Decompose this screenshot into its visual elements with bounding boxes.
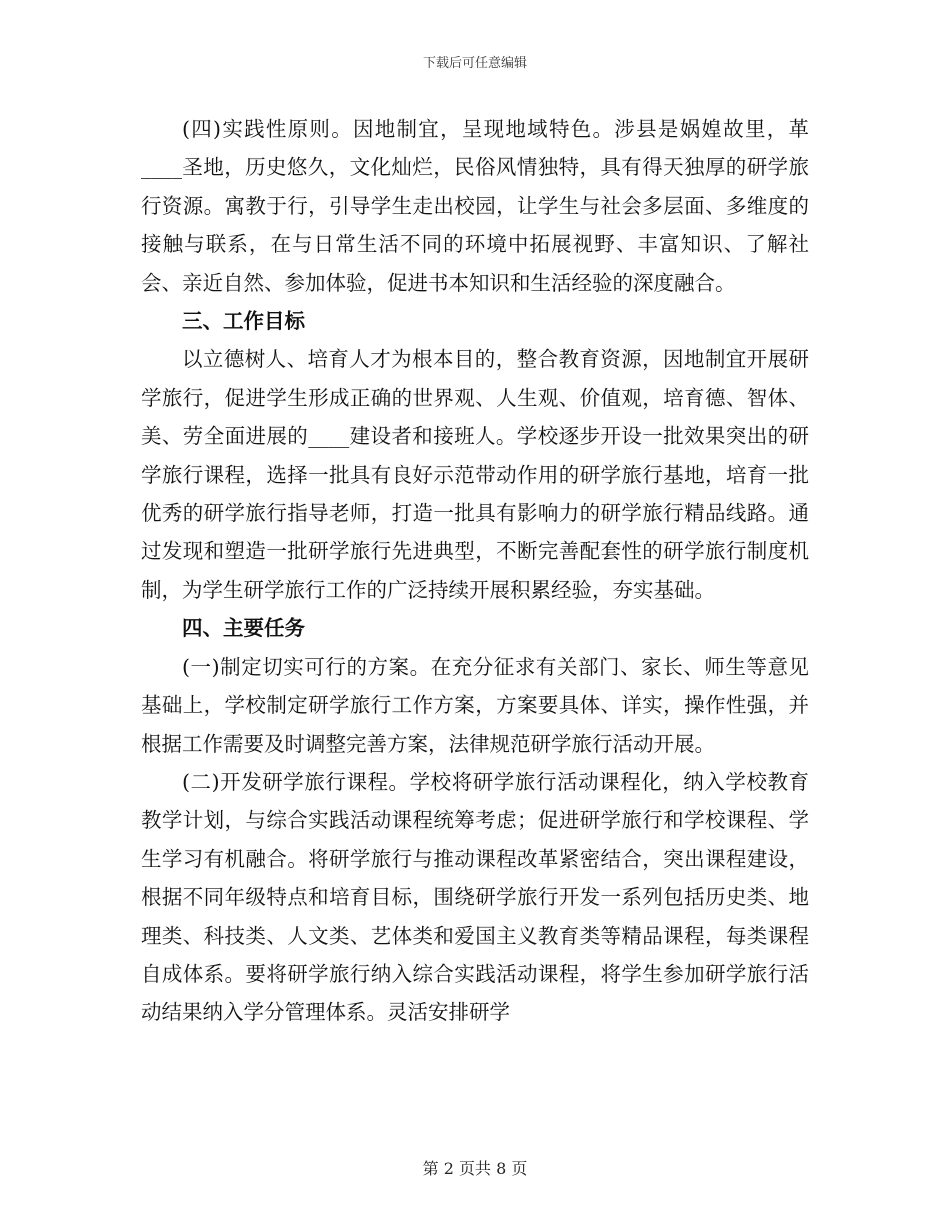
heading-main-tasks: 四、主要任务: [182, 616, 305, 641]
page-header: 下载后可任意编辑: [422, 56, 527, 71]
paragraph-task-plan: (一)制定切实可行的方案。在充分征求有关部门、家长、师生等意见基础上，学校制定研学旅行工作方案，方案要具体、详实，操作性强，并根据工作需要及时调整完善方案，法律规范研学旅行活动开展。: [141, 654, 809, 756]
paragraph-practice-principle: (四)实践性原则。因地制宜，呈现地域特色。涉县是娲媓故里，革____圣地，历史悠久，文化灿烂，民俗风情独特，具有得天独厚的研学旅行资源。寓教于行，引导学生走出校园，让学生与社会多层面、多维度的接触与联系，在与日常生活不同的环境中拓展视野、丰富知识、了解社会、亲近自然、参加体验，促进书本知识和生活经验的深度融合。: [141, 117, 809, 295]
page-number: 第 2 页共 8 页: [422, 1159, 528, 1178]
paragraph-work-goals: 以立德树人、培育人才为根本目的，整合教育资源，因地制宜开展研学旅行，促进学生形成正确的世界观、人生观、价值观，培育德、智体、美、劳全面进展的____建设者和接班人。学校逐步开设一批效果突出的研学旅行课程，选择一批具有良好示范带动作用的研学旅行基地，培育一批优秀的研学旅行指导老师，打造一批具有影响力的研学旅行精品线路。通过发现和塑造一批研学旅行先进典型，不断完善配套性的研学旅行制度机制，为学生研学旅行工作的广泛持续开展积累经验，夯实基础。: [141, 347, 809, 602]
heading-work-goals: 三、工作目标: [182, 309, 305, 334]
document-body: [141, 110, 809, 1032]
paragraph-task-curriculum: (二)开发研学旅行课程。学校将研学旅行活动课程化，纳入学校教育教学计划，与综合实践活动课程统筹考虑；促进研学旅行和学校课程、学生学习有机融合。将研学旅行与推动课程改革紧密结合，突出课程建设，根据不同年级特点和培育目标，围绕研学旅行开发一系列包括历史类、地理类、科技类、人文类、艺体类和爱国主义教育类等精品课程，每类课程自成体系。要将研学旅行纳入综合实践活动课程，将学生参加研学旅行活动结果纳入学分管理体系。灵活安排研学: [141, 769, 809, 1025]
